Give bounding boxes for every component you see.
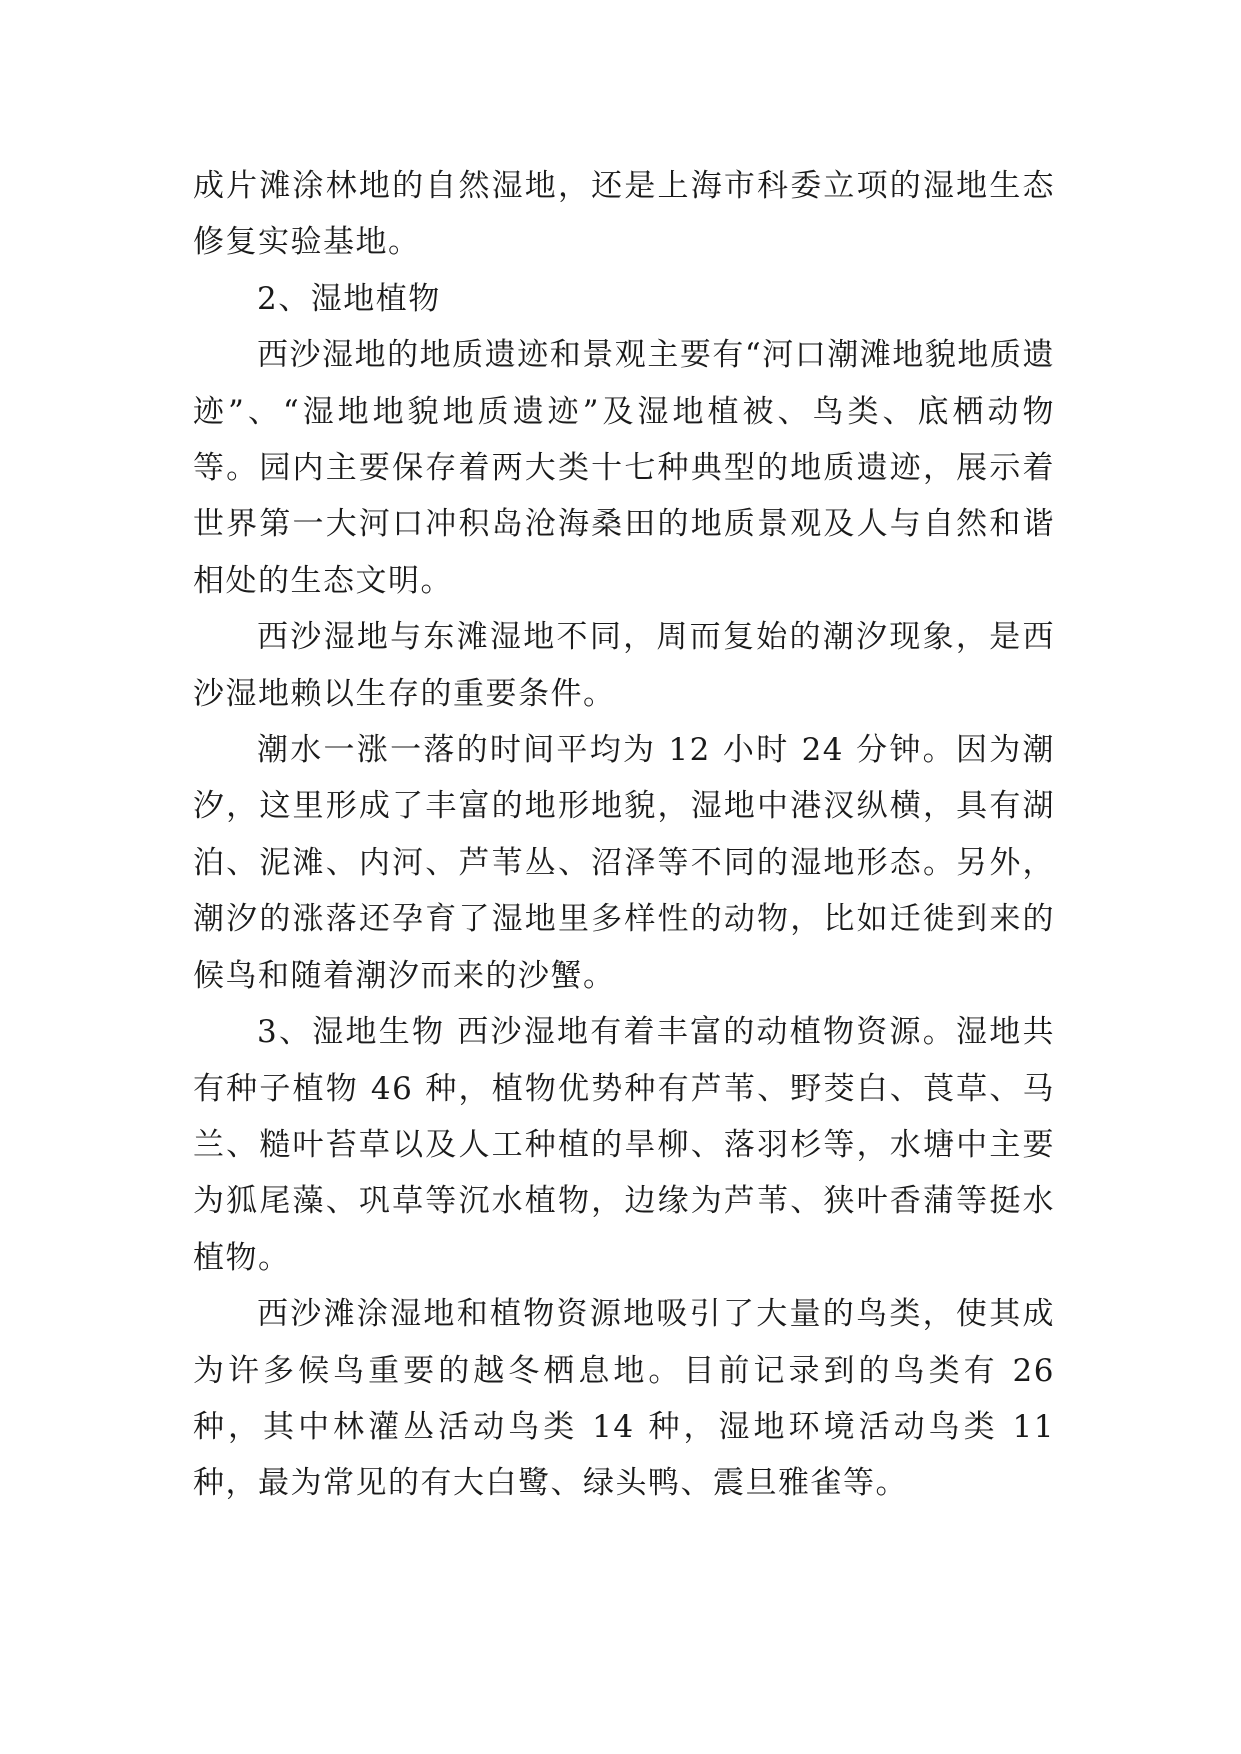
- document-body: [193, 158, 1055, 1512]
- paragraph-geological-heritage: 西沙湿地的地质遗迹和景观主要有“河口潮滩地貌地质遗迹”、“湿地地貌地质遗迹”及湿地植被、鸟类、底栖动物等。园内主要保存着两大类十七种典型的地质遗迹，展示着世界第一大河口冲积岛沧海桑田的地质景观及人与自然和谐相处的生态文明。: [193, 337, 1055, 599]
- paragraph-tide-cycle: 潮水一涨一落的时间平均为 12 小时 24 分钟。因为潮汐，这里形成了丰富的地形地貌，湿地中港汊纵横，具有湖泊、泥滩、内河、芦苇丛、沼泽等不同的湿地形态。另外，潮汐的涨落还孕育了湿地里多样性的动物，比如迁徙到来的候鸟和随着潮汐而来的沙蟹。: [193, 732, 1055, 994]
- section-heading-wetland-plants: 2、湿地植物: [257, 280, 441, 317]
- paragraph-birds: 西沙滩涂湿地和植物资源地吸引了大量的鸟类，使其成为许多候鸟重要的越冬栖息地。目前记录到的鸟类有 26 种，其中林灌丛活动鸟类 14 种，湿地环境活动鸟类 11 种，最为常见的有大白鹭、绿头鸭、震旦雅雀等。: [193, 1296, 1055, 1502]
- paragraph-tidal-phenomenon: 西沙湿地与东滩湿地不同，周而复始的潮汐现象，是西沙湿地赖以生存的重要条件。: [193, 619, 1055, 712]
- paragraph-wetland-organisms: 3、湿地生物 西沙湿地有着丰富的动植物资源。湿地共有种子植物 46 种，植物优势种有芦苇、野茭白、莨草、马兰、糙叶苔草以及人工种植的旱柳、落羽杉等，水塘中主要为狐尾藻、巩草等沉水植物，边缘为芦苇、狭叶香蒲等挺水植物。: [193, 1014, 1055, 1276]
- paragraph-continued-intro: 成片滩涂林地的自然湿地，还是上海市科委立项的湿地生态修复实验基地。: [193, 168, 1055, 261]
